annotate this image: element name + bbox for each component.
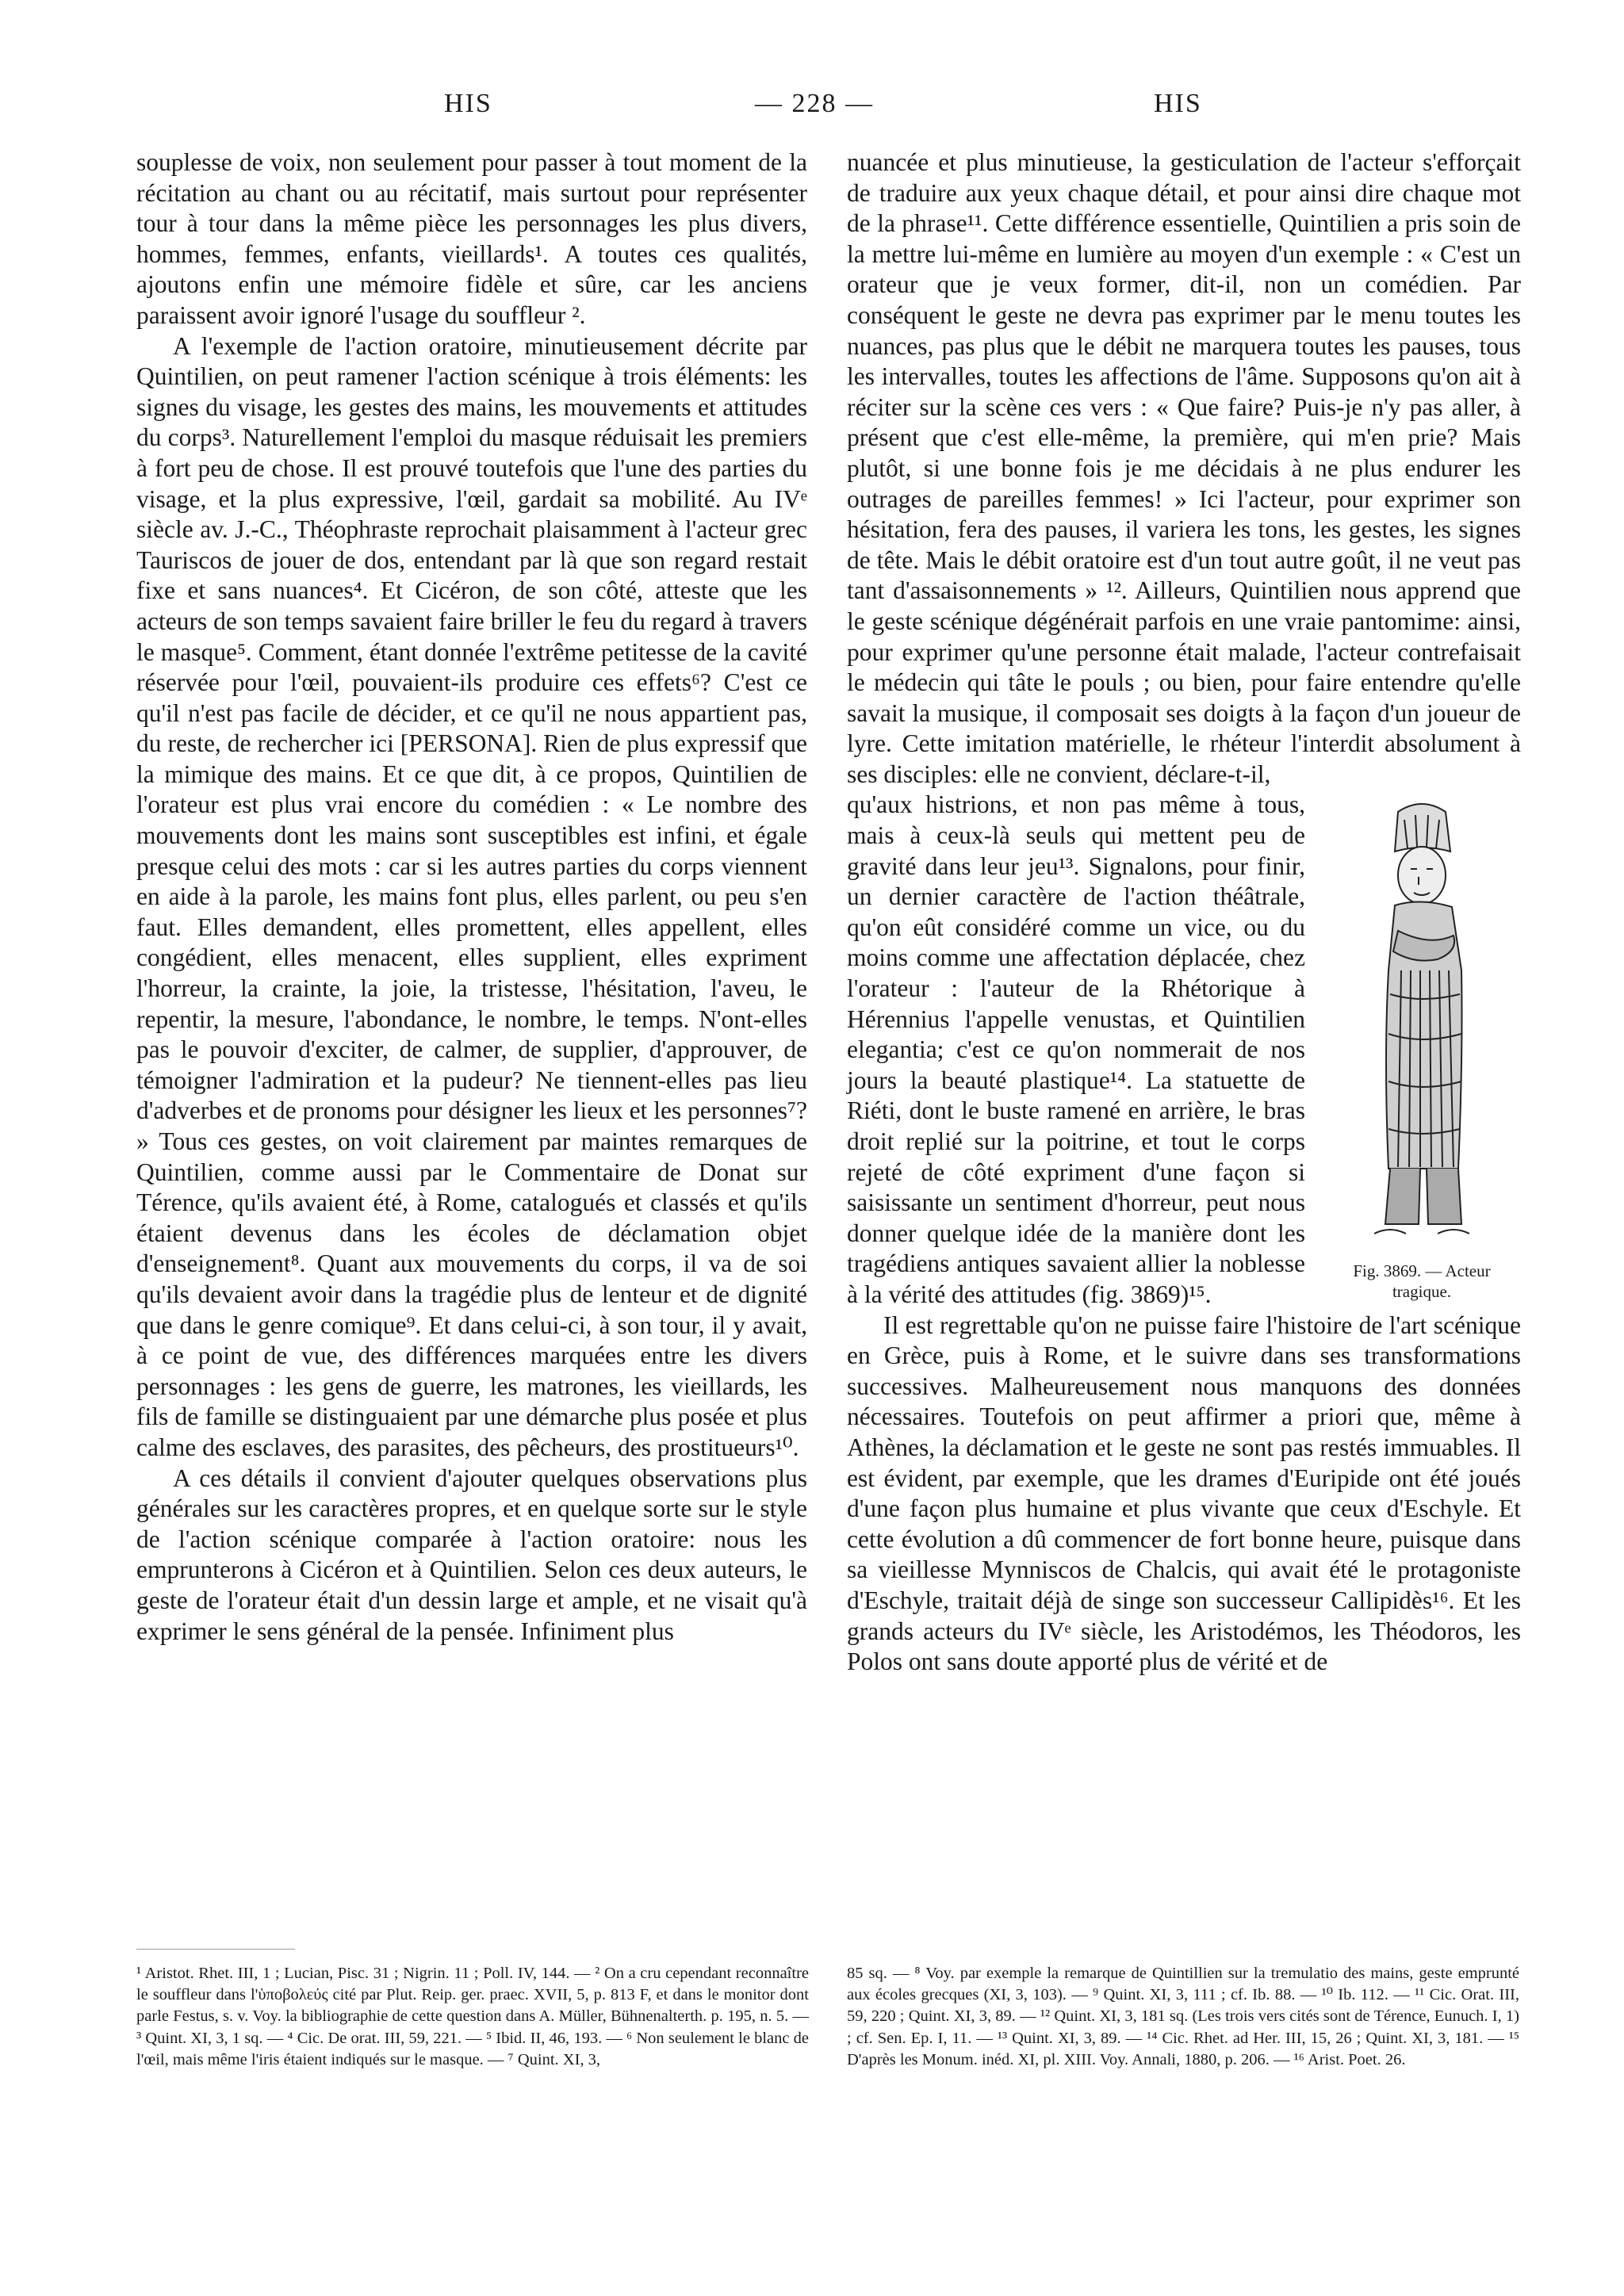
paragraph: Il est regrettable qu'on ne puisse faire l'histoire de l'art scénique en Grèce, puis à Rome, et le suivre dans ses transformations successives. Malheureusement nous manquons des données nécessaires. Toutefois on peut affirmer a priori que, même à Athènes, la déclamation et le geste ne sont pas restés immuables. Il est évident, par exemple, que les drames d'Euripide ont été joués d'une façon plus humaine et plus vivante que ceux d'Eschyle. Et cette évolution a dû commencer de fort bonne heure, puisque dans sa vieillesse Mynniscos de Chalcis, qui avait été le protagoniste d'Eschyle, traitait déjà de singe son successeur Callipidès¹⁶. Et les grands acteurs du IVᵉ siècle, les Aristodémos, les Théodoros, les Polos ont sans doute apporté plus de vérité et de	[847, 1311, 1521, 1676]
figure-caption: Fig. 3869. — Acteur tragique.	[1353, 1261, 1491, 1302]
left-column	[136, 147, 807, 1647]
page-number: — 228 —	[755, 89, 874, 118]
header-left: HIS	[444, 89, 492, 118]
header-right: HIS	[1154, 89, 1202, 118]
paragraph: souplesse de voix, non seulement pour passer à tout moment de la récitation au chant ou au récitatif, mais surtout pour représenter tour à tour dans la même pièce les personnages les plus divers, hommes, femmes, enfants, vieillards¹. A toutes ces qualités, ajoutons enfin une mémoire fidèle et sûre, car les anciens paraissent avoir ignoré l'usage du souffleur ².	[136, 148, 807, 329]
paragraph: nuancée et plus minutieuse, la gesticulation de l'acteur s'efforçait de traduire aux yeux chaque détail, et pour ainsi dire chaque mot de la phrase¹¹. Cette différence essentielle, Quintilien a pris soin de la mettre lui-même en lumière au moyen d'un exemple : « C'est un orateur que je veux former, dit-il, non un comédien. Par conséquent le geste ne devra pas exprimer par le menu toutes les nuances, pas plus que le débit ne marquera toutes les pauses, tous les intervalles, toutes les affections de l'âme. Supposons qu'on ait à réciter sur la scène ces vers : « Que faire? Puis-je n'y pas aller, à présent que c'est elle-même, la première, qui m'en prie? Mais plutôt, si une bonne fois je me décidais à ne plus endurer les outrages de pareilles femmes! » Ici l'acteur, pour exprimer son hésitation, fera des pauses, il variera les tons, les gestes, les signes de tête. Mais le débit oratoire est d'un tout autre goût, il ne veut pas tant d'assaisonnements » ¹². Ailleurs, Quintilien nous apprend que le geste scénique dégénérait parfois en une vraie pantomime: ainsi, pour exprimer qu'une personne était malade, l'acteur contrefaisait le médecin qui tâte le pouls ; ou bien, pour faire entendre qu'elle savait la musique, il composait ses doigts à la façon d'un joueur de lyre. Cette imitation matérielle, le rhéteur l'interdit absolument à ses disciples: elle ne convient, déclare-t-il,	[847, 148, 1521, 788]
running-head	[0, 89, 1624, 128]
footnotes-left	[136, 1963, 809, 2071]
figure-3869	[1323, 796, 1521, 1303]
paragraph: A ces détails il convient d'ajouter quelques observations plus générales sur les caractères propres, et en quelque sorte sur le style de l'action scénique comparée à l'action oratoire: nous les emprunterons à Cicéron et à Quintilien. Selon ces deux auteurs, le geste de l'orateur était d'un dessin large et ample, et ne visait qu'à exprimer le sens général de la pensée. Infiniment plus	[136, 1464, 807, 1645]
paragraph: A l'exemple de l'action oratoire, minutieusement décrite par Quintilien, on peut ramener l'action scénique à trois éléments: les signes du visage, les gestes des mains, les mouvements et attitudes du corps³. Naturellement l'emploi du masque réduisait les premiers à fort peu de chose. Il est prouvé toutefois que l'une des parties du visage, et la plus expressive, l'œil, gardait sa mobilité. Au IVᵉ siècle av. J.-C., Théophraste reprochait plaisamment à l'acteur grec Tauriscos de jouer de dos, entendant par là que son regard restait fixe et sans nuances⁴. Et Cicéron, de son côté, atteste que les acteurs de son temps savaient faire briller le feu du regard à travers le masque⁵. Comment, étant donnée l'extrême petitesse de la cavité réservée pour l'œil, pouvaient-ils produire ces effets⁶? C'est ce qu'il n'est pas facile de décider, et ce qu'il ne nous appartient pas, du reste, de rechercher ici [PERSONA]. Rien de plus expressif que la mimique des mains. Et ce que dit, à ce propos, Quintilien de l'orateur est plus vrai encore du comédien : « Le nombre des mouvements dont les mains sont susceptibles est infini, et égale presque celui des mots : car si les autres parties du corps viennent en aide à la parole, les mains font plus, elles parlent, ou peu s'en faut. Elles demandent, elles promettent, elles appellent, elles congédient, elles menacent, elles supplient, elles expriment l'horreur, la crainte, la joie, la tristesse, l'hésitation, l'aveu, le repentir, la mesure, l'abondance, le nombre, le temps. N'ont-elles pas le pouvoir d'exciter, de calmer, de supplier, d'approuver, de témoigner l'admiration et la pudeur? Ne tiennent-elles pas lieu d'adverbes et de pronoms pour désigner les lieux et les personnes⁷? » Tous ces gestes, on voit clairement par maintes remarques de Quintilien, comme aussi par le Commentaire de Donat sur Térence, qu'ils avaient été, à Rome, catalogués et classés et qu'ils étaient devenus dans les écoles de déclamation objet d'enseignement⁸. Quant aux mouvements du corps, il va de soi qu'ils devaient avoir dans la tragédie plus de lenteur et de dignité que dans le genre comique⁹. Et dans celui-ci, à son tour, il y avait, à ce point de vue, des différences marquées entre les divers personnages : les gens de guerre, les matrones, les vieillards, les fils de famille se distinguaient par une démarche plus posée et plus calme des esclaves, des parasites, des pêcheurs, des prostitueurs¹⁰.	[136, 331, 807, 1461]
footnote-rule	[136, 1949, 295, 1950]
tragic-actor-statuette-illustration	[1342, 796, 1501, 1256]
footnote-block: 85 sq. — ⁸ Voy. par exemple la remarque de Quintillien sur la tremulatio des mains, geste emprunté aux écoles grecques (XI, 3, 103). — ⁹ Quint. XI, 3, 111 ; cf. Ib. 88. — ¹⁰ Ib. 112. — ¹¹ Cic. Orat. III, 59, 220 ; Quint. XI, 3, 89. — ¹² Quint. XI, 3, 181 sq. (Les trois vers cités sont de Térence, Eunuch. I, 1) ; cf. Sen. Ep. I, 11. — ¹³ Quint. XI, 3, 89. — ¹⁴ Cic. Rhet. ad Her. III, 15, 26 ; Quint. XI, 3, 181. — ¹⁵ D'après les Monum. inéd. XI, pl. XIII. Voy. Annali, 1880, p. 206. — ¹⁶ Arist. Poet. 26.	[847, 1965, 1519, 2068]
footnotes-right	[847, 1963, 1519, 2071]
footnote-block: ¹ Aristot. Rhet. III, 1 ; Lucian, Pisc. 31 ; Nigrin. 11 ; Poll. IV, 144. — ² On a cru cependant reconnaître le souffleur dans l'ὑποβολεύς cité par Plut. Reip. ger. praec. XVII, 5, p. 813 F, et dans le monitor dont parle Festus, s. v. Voy. la bibliographie de cette question dans A. Müller, Bühnenalterth. p. 195, n. 5. — ³ Quint. XI, 3, 1 sq. — ⁴ Cic. De orat. III, 59, 221. — ⁵ Ibid. II, 46, 193. — ⁶ Non seulement le blanc de l'œil, mais même l'iris étaient indiqués sur le masque. — ⁷ Quint. XI, 3,	[136, 1965, 809, 2068]
paragraph: qu'aux histrions, et non pas même à tous, mais à ceux-là seuls qui mettent peu de gravité dans leur jeu¹³. Signalons, pour finir, un dernier caractère de l'action théâtrale, qu'on eût considéré comme un vice, ou du moins comme une affectation déplacée, chez l'orateur : l'auteur de la Rhétorique à Hérennius l'appelle venustas, et Quintilien elegantia; c'est ce qu'on nommerait de nos jours la beauté plastique¹⁴. La statuette de Riéti, dont le buste ramené en arrière, le bras droit replié sur la poitrine, et tout le corps rejeté de côté expriment d'une façon si saisissante un sentiment d'horreur, peut nous donner quelque idée de la manière dont les tragédiens antiques savaient allier la noblesse à la vérité des attitudes (fig. 3869)¹⁵.	[847, 790, 1305, 1308]
right-column	[847, 147, 1521, 1678]
